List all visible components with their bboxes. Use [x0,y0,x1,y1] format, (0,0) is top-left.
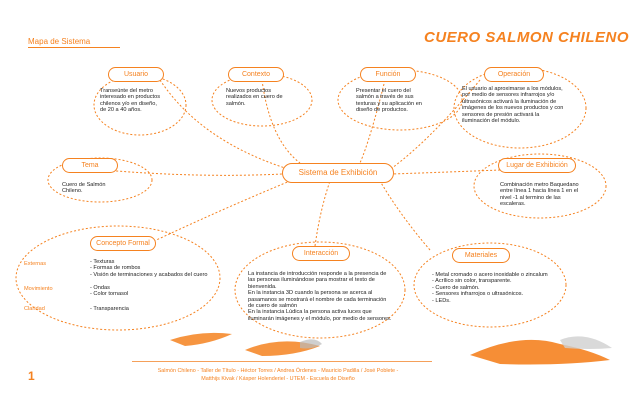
node-funcion: Función [360,67,416,82]
salmon-brush-decoration [170,333,612,365]
node-funcion-desc: Presentar el cuero del salmón a través de sus texturas y su aplicación en diseño de productos. [356,88,422,114]
node-contexto: Contexto [228,67,284,82]
node-materiales: Materiales [452,248,510,263]
node-tema-desc: Cuero de Salmón Chileno. [62,182,106,195]
footer-divider [132,361,432,362]
concepto-group-label: Claridad [24,306,45,312]
node-usuario-desc: Transeúnte del metro interesado en productos chilenos y/o en diseño, de 20 a 40 años. [100,88,161,114]
node-usuario: Usuario [108,67,164,82]
node-tema: Tema [62,158,118,173]
concepto-group-items: - Texturas - Formas de rombos - Visión de terminaciones y acabados del cuero [90,259,208,278]
center-node: Sistema de Exhibición [282,163,394,183]
node-operacion-desc: El usuario al aproximarse a los módulos, por medio de sensores infrarrojos y/o ultrasónicos activará la iluminación de imágenes de los nuevos productos y con sensores de presión activará la iluminación del módulo. [462,86,564,125]
node-lugar: Lugar de Exhibición [498,158,576,173]
concepto-group-label: Externas [24,261,47,267]
map-label: Mapa de Sistema [28,37,91,46]
footer-credits: Salmón Chileno - Taller de Título - Héctor Torres / Andrea Órdenes - Mauricio Padilla / José Poblete - Matthijs Kivak / Kásper Holenderiel - UTEM - Escuela de Diseño [157,368,399,382]
node-concepto-formal: Concepto Formal [90,236,156,251]
map-label-underline [28,47,120,48]
concepto-group-label: Movimiento [24,286,53,292]
node-operacion: Operación [484,67,544,82]
node-materiales-desc: - Metal cromado o acero inoxidable o zincalum - Acrílico sin color, transparente. - Cuero de salmón. - Sensores infrarrojos o ultrasónicos. - LEDs. [432,272,548,304]
concepto-group-items: - Transparencia [90,306,129,312]
page-title: CUERO SALMON CHILENO [424,29,629,46]
node-interaccion-desc: La instancia de introducción responde a la presencia de las personas iluminándose para mostrar el texto de bienvenida. En la instancia 3D cuando la persona se acerca al pasamanos se mostrará el nombre de cada terminación de cuero de salmón En la instancia Lúdica la persona activa luces que iluminarán imágenes y el módulo, por medio de sensores. [248,271,392,322]
node-interaccion: Interacción [292,246,350,261]
node-lugar-desc: Combinación metro Baquedano entre línea 1 hacia línea 1 en el nivel -1 al termino de las escaleras. [500,182,579,208]
concepto-group-items: - Ondas - Color tornasol [90,285,129,298]
page-number: 1 [28,369,35,383]
node-contexto-desc: Nuevos productos realizados en cuero de salmón. [226,88,283,107]
